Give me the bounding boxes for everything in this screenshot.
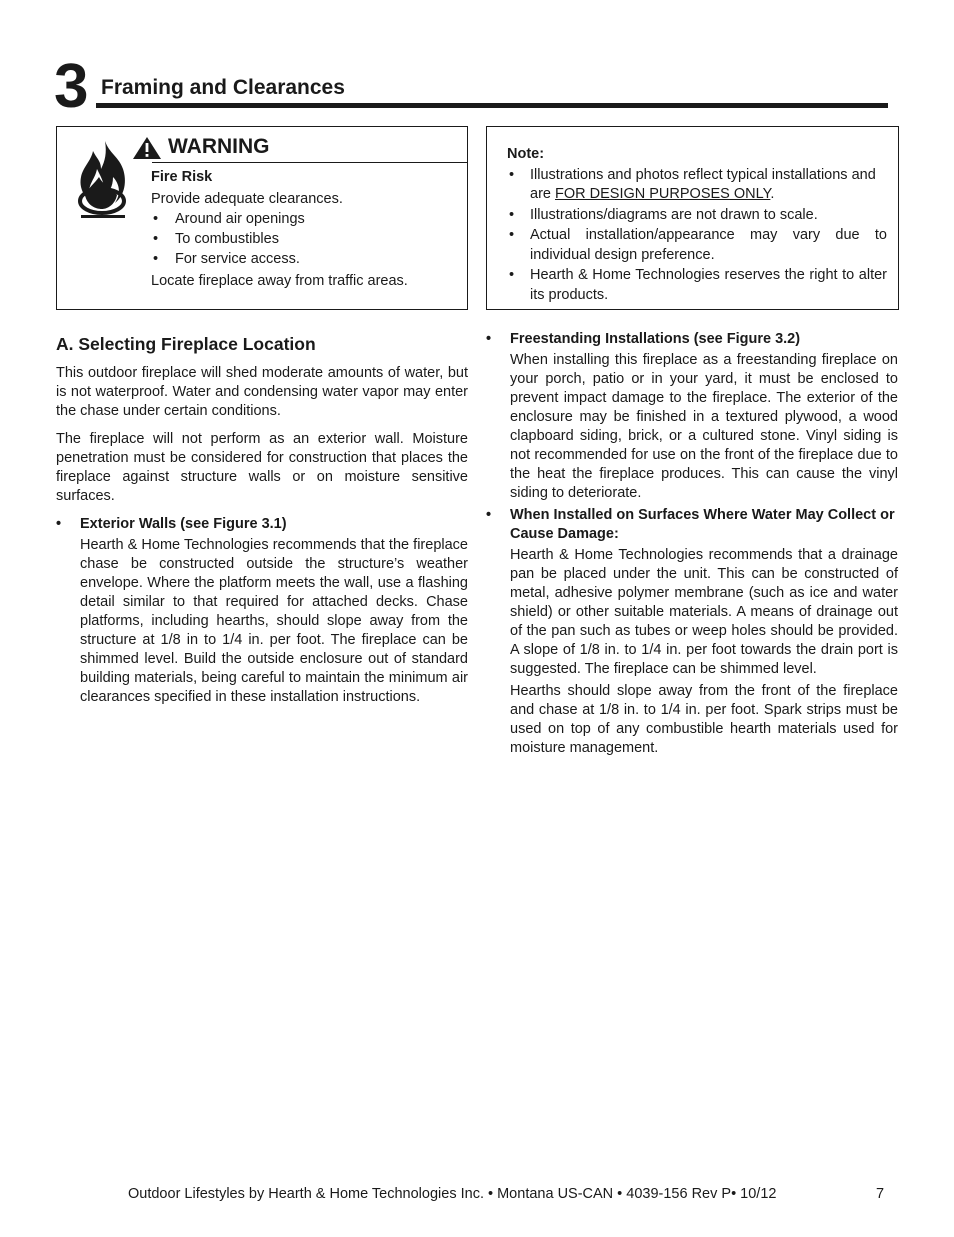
- right-column: [486, 330, 898, 761]
- list-item: • Actual installation/appearance may vary due to individual design preference.: [507, 226, 887, 265]
- warning-body: [151, 167, 459, 291]
- list-item: • For service access.: [151, 249, 459, 269]
- chapter-number: 3: [54, 52, 87, 121]
- exterior-walls-bullet: [56, 515, 468, 707]
- warning-subtitle: Fire Risk: [151, 169, 213, 185]
- warning-box: [56, 126, 468, 310]
- fire-hazard-icon: [75, 139, 131, 221]
- bullet-title: Exterior Walls (see Figure 3.1): [80, 516, 287, 532]
- page-title: Framing and Clearances: [101, 76, 345, 99]
- bullet-icon: •: [486, 507, 492, 523]
- list-item: • Illustrations and photos reflect typical installations and are FOR DESIGN PURPOSES ONLY.: [507, 166, 887, 205]
- list-item: • Hearth & Home Technologies reserves the right to alter its products.: [507, 266, 887, 305]
- warning-closing: Locate fireplace away from traffic areas.: [151, 273, 408, 289]
- warning-header: [152, 127, 467, 163]
- note-body: [507, 145, 887, 306]
- bullet-text: Hearth & Home Technologies recommends that the fireplace chase be constructed outside the structure’s weather envelope. Where the platform meets the wall, use a flashing detail similar to that required for attached decks. Chase platforms, including hearths, should slope away from the structure at 1/8 in to 1/4 in. per foot. The fireplace can be shimmed level. Build the outside enclosure out of standard building materials, being careful to maintain the minimum air clearances specified in these installation instructions.: [80, 537, 468, 705]
- freestanding-bullet: [486, 330, 898, 503]
- bullet-title: When Installed on Surfaces Where Water May Collect or Cause Damage:: [510, 507, 895, 542]
- paragraph: The fireplace will not perform as an exterior wall. Moisture penetration must be considered for construction that places the fireplace against structure walls or on moisture sensitive surfaces.: [56, 431, 468, 504]
- bullet-text: Hearths should slope away from the front of the fireplace and chase at 1/8 in. to 1/4 in. per foot. Spark strips must be used on top of any combustible hearth materials used for moisture management.: [510, 683, 898, 756]
- left-column: [56, 332, 468, 710]
- section-title: A. Selecting Fireplace Location: [56, 334, 316, 354]
- page-footer: Outdoor Lifestyles by Hearth & Home Technologies Inc. • Montana US-CAN • 4039-156 Rev P• 10/12: [128, 1186, 777, 1202]
- warning-title: WARNING: [168, 135, 270, 158]
- list-item: • To combustibles: [151, 229, 459, 249]
- note-label: Note:: [507, 146, 545, 162]
- header-rule: [96, 103, 888, 108]
- page-number: 7: [876, 1186, 885, 1202]
- list-item: • Illustrations/diagrams are not drawn to scale.: [507, 206, 887, 226]
- bullet-text: Hearth & Home Technologies recommends that a drainage pan be placed under the unit. This can be constructed of metal, adhesive polymer membrane (such as ice and water shield) or other suitable materials. A means of drainage out of the pan such as tubes or weep holes should be provided. A slope of 1/8 in. to 1/4 in. per foot towards the drain port is suggested. The fireplace can be shimmed level.: [510, 547, 898, 677]
- list-item: • Around air openings: [151, 209, 459, 229]
- warning-list: [151, 209, 459, 269]
- bullet-icon: •: [56, 516, 62, 532]
- paragraph: This outdoor fireplace will shed moderate amounts of water, but is not waterproof. Water and condensing water vapor may enter the chase under certain conditions.: [56, 365, 468, 419]
- bullet-title: Freestanding Installations (see Figure 3.2): [510, 331, 801, 347]
- warning-triangle-icon: [132, 136, 162, 160]
- bullet-icon: •: [486, 331, 492, 347]
- note-box: [486, 126, 899, 310]
- warning-intro: Provide adequate clearances.: [151, 191, 343, 207]
- bullet-text: When installing this fireplace as a freestanding fireplace on your porch, patio or in your yard, it must be enclosed to prevent impact damage to the fireplace. The exterior of the enclosure may be finished in a textured plywood, a wood clapboard siding, brick, or a cultured stone. Vinyl siding is not recommended for use on the front of the fireplace due to the heat the fireplace produces. This can cause the vinyl siding to deteriorate.: [510, 352, 898, 501]
- note-list: [507, 166, 887, 306]
- water-damage-bullet: [486, 506, 898, 758]
